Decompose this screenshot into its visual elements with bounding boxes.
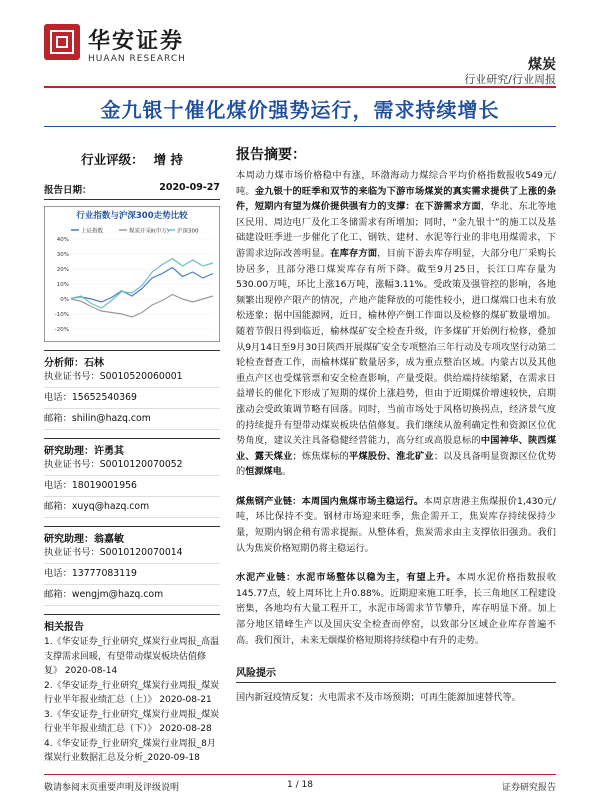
analyst-name-row: 分析师：石林 [44, 350, 220, 369]
y-tick-label: 40% [56, 237, 69, 243]
related-reports-heading: 相关报告 [44, 614, 220, 633]
emphasis-text: 在下游需求方面 [414, 201, 481, 213]
series-line [71, 295, 213, 318]
logo-text-en: HUAAN RESEARCH [88, 54, 186, 64]
related-report-item[interactable]: 2.《华安证券_行业研究_煤炭行业周报_煤炭行业半年报业绩汇总（上）》 2020-08-21 [44, 680, 220, 705]
divider [44, 475, 220, 476]
emphasis-text: 金九银十的旺季和双节的来临为下游市场煤炭的真实需求提供了上涨的条件，短期内有望为煤价提供强有力的支撑： [236, 185, 557, 213]
divider [44, 429, 220, 430]
related-report-item[interactable]: 4.《华安证券_行业研究_煤炭行业周报_8月煤炭行业数据汇总及分析_2020-09-18 [44, 738, 216, 763]
report-date-value: 2020-09-27 [159, 182, 220, 193]
chart-title: 行业指数与沪深300走势比较 [76, 211, 188, 221]
abstract-paragraph-coking-chain [236, 494, 556, 556]
body-text: 本周水泥价格指数报收145.77点，较上周环比上升0.88%。近期迎来施工旺季，长三角地区工程建设密集，各地均有大量工程开工，水泥市场需求节节攀升，库存明显下滑。加上部分地区错峰生产以及国庆安全检查而停窑，以致部分区域企业库存普遍不高。我们预计，未来无烟煤价格短期将持续稳中有升的走势。 [236, 572, 557, 646]
y-tick-label: 10% [56, 282, 69, 288]
legend-label: 沪深300 [177, 228, 199, 235]
rating-value: 增 持 [153, 152, 183, 167]
huaan-logo [44, 24, 184, 68]
body-text: ；以及具备明显资源区位优势的 [236, 450, 557, 478]
risk-heading: 风险提示 [236, 668, 276, 680]
report-industry: 煤炭 [528, 57, 556, 73]
title-divider [44, 126, 556, 127]
related-reports-list [44, 635, 220, 766]
emphasis-text: 中国神华、陕西煤业、露天煤业 [236, 435, 557, 462]
y-tick-label: 0% [60, 297, 69, 303]
seal-icon [44, 24, 80, 60]
body-text: 本周京唐港主焦煤报价1,430元/吨，环比保持不变。钢材市场迎来旺季，焦企需开工，焦炭库存持续保持少量，短期内钢企稍有需求提振。从整体看，焦炭需求由主支撑依旧强劲。我们认为焦炭价格短期仍将主稳运行。 [236, 495, 557, 554]
report-date-label: 报告日期： [44, 185, 92, 196]
body-text: ，华北、东北等地区民用、周边电厂及化工冬储需求有所增加；同时，“金九银十”的施工以及基础建设旺季进一步催化了化工、钢铁、建材、水泥等行业的非电用煤需求，下游需求边际改善明显。 [236, 201, 557, 259]
legend-label: 上证指数 [81, 228, 104, 235]
divider [44, 563, 220, 564]
y-tick-label: -20% [54, 327, 69, 333]
y-tick-label: 30% [56, 252, 69, 258]
footer-divider [44, 774, 556, 775]
analyst-cert: 执业证书号：S0010120070014 [44, 547, 183, 558]
legend-label: 煤炭开采Ⅱ(申万) [129, 228, 169, 235]
report-date-row [44, 182, 220, 200]
y-tick-label: -10% [54, 312, 69, 318]
industry-rating [44, 140, 220, 182]
abstract-paragraph-cement-chain [236, 570, 556, 648]
analyst-name-row: 研究助理：许勇其 [44, 438, 220, 457]
footer-disclaimer: 敬请参阅末页重要声明及评级说明 [44, 783, 180, 793]
emphasis-text: 恒源煤电 [245, 466, 282, 478]
logo-text-cn: 华安证券 [88, 29, 185, 54]
body-text: 。 [281, 466, 292, 478]
divider [44, 496, 220, 497]
analyst-list [44, 350, 220, 606]
abstract-heading: 报告摘要： [236, 147, 306, 163]
divider [44, 517, 220, 518]
emphasis-text: 水泥产业链：水泥市场整体以稳为主，有望上升。 [236, 572, 457, 584]
divider [44, 584, 220, 585]
analyst-cert: 执业证书号：S0010520060001 [44, 371, 183, 382]
analyst-phone: 电话：13777083119 [44, 568, 137, 579]
emphasis-text: 平煤股份、淮北矿业 [349, 450, 434, 462]
header-divider [44, 86, 556, 88]
body-text: ；炼焦煤标的 [292, 450, 350, 462]
analyst-phone: 电话：15652540369 [44, 392, 137, 403]
right-column [236, 144, 556, 703]
risk-text: 国内新冠疫情反复；火电需求不及市场预期；可再生能源加速替代等。 [236, 692, 521, 704]
analyst-email[interactable]: 邮箱：wengjm@hazq.com [44, 589, 164, 600]
report-title: 金九银十催化煤价强势运行，需求持续增长 [100, 98, 500, 122]
related-report-item[interactable]: 1.《华安证券_行业研究_煤炭行业周报_高温支撑需求回暖，有望带动煤炭板块估值修复》 2020-08-14 [44, 637, 220, 676]
body-text: ，目前下游去库存明显，大部分电厂采购长协居多，且部分港口煤炭库存有所下降。截至9月25日，长江口库存量为530.00万吨，环比上涨16万吨，涨幅3.11%。受政策及强管控的影响，各地频繁出现停产限产的情况，产地产能释放的可能性较小，进口煤端口也未有放松迹象；据中国能源网，近日，榆林停产倒工作面以及检修的煤矿数量增加。随着节假日得到临近，榆林煤矿安全检查升级，许多煤矿开始例行检修，叠加从9月14日至9月30日陕西开展煤矿安全专项整治三年行动及专项攻坚行动第二轮检查督查工作，而榆林煤矿数量居多，成为重点整治区域。内蒙古以及其他重点产区也受煤管票和安全检查影响，产量受限。供给端持续缩紧，在需求日益增长的催化下形成了短期的煤价上涨趋势，但由于近期煤价增速较快，启期涨动会受政策调节略有回落。同时，当前市场处于风格切换拐点，经济景气度的持续提升有望带动煤炭板块估值修复。我们继续从盈利确定性和资源区位优势角度，建议关注具备稳健经营能力，高分红或高股息标的 [236, 247, 557, 447]
index-chart [44, 206, 220, 342]
related-report-item[interactable]: 3.《华安证券_行业研究_煤炭行业周报_煤炭行业半年报业绩汇总（下）》 2020-08-28 [44, 709, 220, 734]
report-category: 行业研究/行业周报 [464, 73, 556, 86]
analyst-name-row: 研究助理：翁嘉敏 [44, 526, 220, 545]
analyst-email[interactable]: 邮箱：shilin@hazq.com [44, 413, 151, 424]
analyst-email[interactable]: 邮箱：xuyq@hazq.com [44, 501, 150, 512]
index-chart-svg [49, 225, 217, 339]
analyst-phone: 电话：18019001956 [44, 480, 137, 491]
footer-report-type: 证券研究报告 [501, 783, 556, 793]
divider [44, 605, 220, 606]
left-column [44, 140, 220, 766]
divider [44, 408, 220, 409]
y-tick-label: 20% [56, 267, 69, 273]
page-number: 1 / 18 [287, 780, 313, 790]
divider [44, 387, 220, 388]
body-text: 本周动力煤市场价格稳中有涨，环渤海动力煤综合平均价格指数报收549元/吨。 [236, 170, 556, 197]
series-line [71, 259, 213, 309]
abstract-paragraph-thermal-coal [236, 168, 556, 480]
risk-divider [236, 682, 556, 683]
rating-label: 行业评级： [81, 152, 144, 167]
analyst-cert: 执业证书号：S0010120070052 [44, 459, 183, 470]
emphasis-text: 在库存方面 [330, 247, 378, 259]
emphasis-text: 煤焦钢产业链：本周国内焦煤市场主稳运行。 [236, 495, 424, 507]
